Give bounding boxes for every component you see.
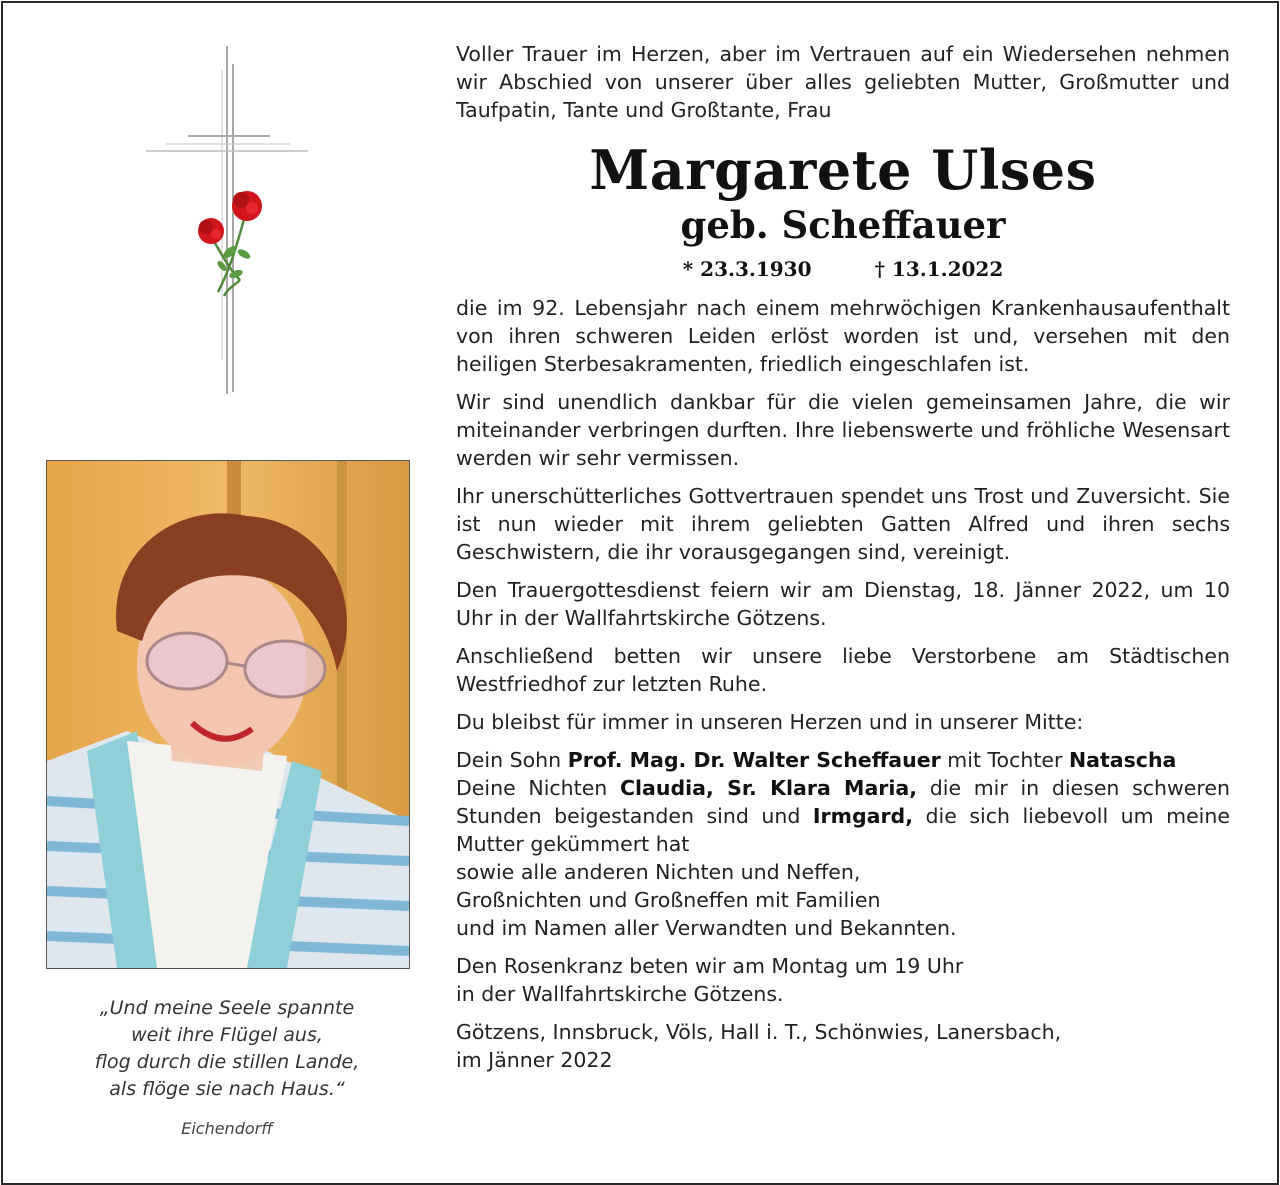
poem-author: Eichendorff	[181, 1119, 273, 1138]
main-text	[456, 40, 1230, 1074]
nieces-mid: die mir in diesen schweren Stunden beigestanden sind und	[456, 776, 1230, 828]
paragraph-gratitude: Wir sind unendlich dankbar für die vielen gemeinsamen Jahre, die wir miteinander verbringen durften. Ihre liebenswerte und fröhliche Wesensart werden wir sehr vermissen.	[456, 390, 1230, 470]
family-others-2: Großnichten und Großneffen mit Familien	[456, 888, 881, 912]
paragraph-faith: Ihr unerschütterliches Gottvertrauen spendet uns Trost und Zuversicht. Sie ist nun wieder mit ihrem geliebten Gatten Alfred und ihren sechs Geschwistern, die ihr vorausgegangen sind, vereinigt.	[456, 484, 1230, 564]
poem-line: „Und meine Seele spannte	[99, 997, 355, 1019]
place-line-2: im Jänner 2022	[456, 1048, 613, 1072]
son-name: Prof. Mag. Dr. Walter Scheffauer	[567, 748, 941, 772]
son-prefix: Dein Sohn	[456, 748, 562, 772]
rosary-line-1: Den Rosenkranz beten wir am Montag um 19 Uhr	[456, 954, 964, 978]
rosary-line-2: in der Wallfahrtskirche Götzens.	[456, 982, 784, 1006]
paragraph-burial: Anschließend betten wir unsere liebe Verstorbene am Städtischen Westfriedhof zur letzten Ruhe.	[456, 644, 1230, 696]
family-nieces	[456, 774, 1230, 858]
granddaughter-name: Natascha	[1068, 748, 1177, 772]
family-others-1: sowie alle anderen Nichten und Neffen,	[456, 860, 861, 884]
paragraph-passing: die im 92. Lebensjahr nach einem mehrwöchigen Krankenhausaufenthalt von ihren schweren Leiden erlöst worden ist und, versehen mit den heiligen Sterbesakramenten, friedlich eingeschlafen ist.	[456, 296, 1230, 376]
family-son	[456, 746, 1230, 774]
cross-with-roses-icon	[140, 40, 320, 400]
nieces-names: Claudia, Sr. Klara Maria,	[619, 776, 918, 800]
poem-line: als flöge sie nach Haus.“	[109, 1078, 345, 1100]
intro-text: Voller Trauer im Herzen, aber im Vertrauen auf ein Wiedersehen nehmen wir Abschied von unserer über alles geliebten Mutter, Großmutter und Taufpatin, Tante und Großtante, Frau	[456, 42, 1230, 122]
poem	[46, 995, 408, 1142]
family-others-3: und im Namen aller Verwandten und Bekannten.	[456, 916, 957, 940]
place-line-1: Götzens, Innsbruck, Völs, Hall i. T., Schönwies, Lanersbach,	[456, 1020, 1062, 1044]
poem-line: flog durch die stillen Lande,	[94, 1051, 360, 1073]
poem-line: weit ihre Flügel aus,	[131, 1024, 323, 1046]
nieces-prefix: Deine Nichten	[456, 776, 608, 800]
birth-date: * 23.3.1930	[682, 257, 812, 281]
nieces-end: die sich liebevoll um meine Mutter gekümmert hat	[456, 804, 1230, 856]
paragraph-remembrance: Du bleibst für immer in unseren Herzen und in unserer Mitte:	[456, 710, 1084, 734]
paragraph-service: Den Trauergottesdienst feiern wir am Dienstag, 18. Jänner 2022, um 10 Uhr in der Wallfahrtskirche Götzens.	[456, 578, 1230, 630]
deceased-name: Margarete Ulses	[589, 138, 1097, 202]
death-date: † 13.1.2022	[874, 257, 1004, 281]
niece-irmgard: Irmgard,	[812, 804, 914, 828]
portrait-photo	[46, 460, 410, 969]
life-dates	[456, 254, 1230, 284]
son-mid: mit Tochter	[947, 748, 1063, 772]
birth-name: geb. Scheffauer	[680, 203, 1006, 247]
